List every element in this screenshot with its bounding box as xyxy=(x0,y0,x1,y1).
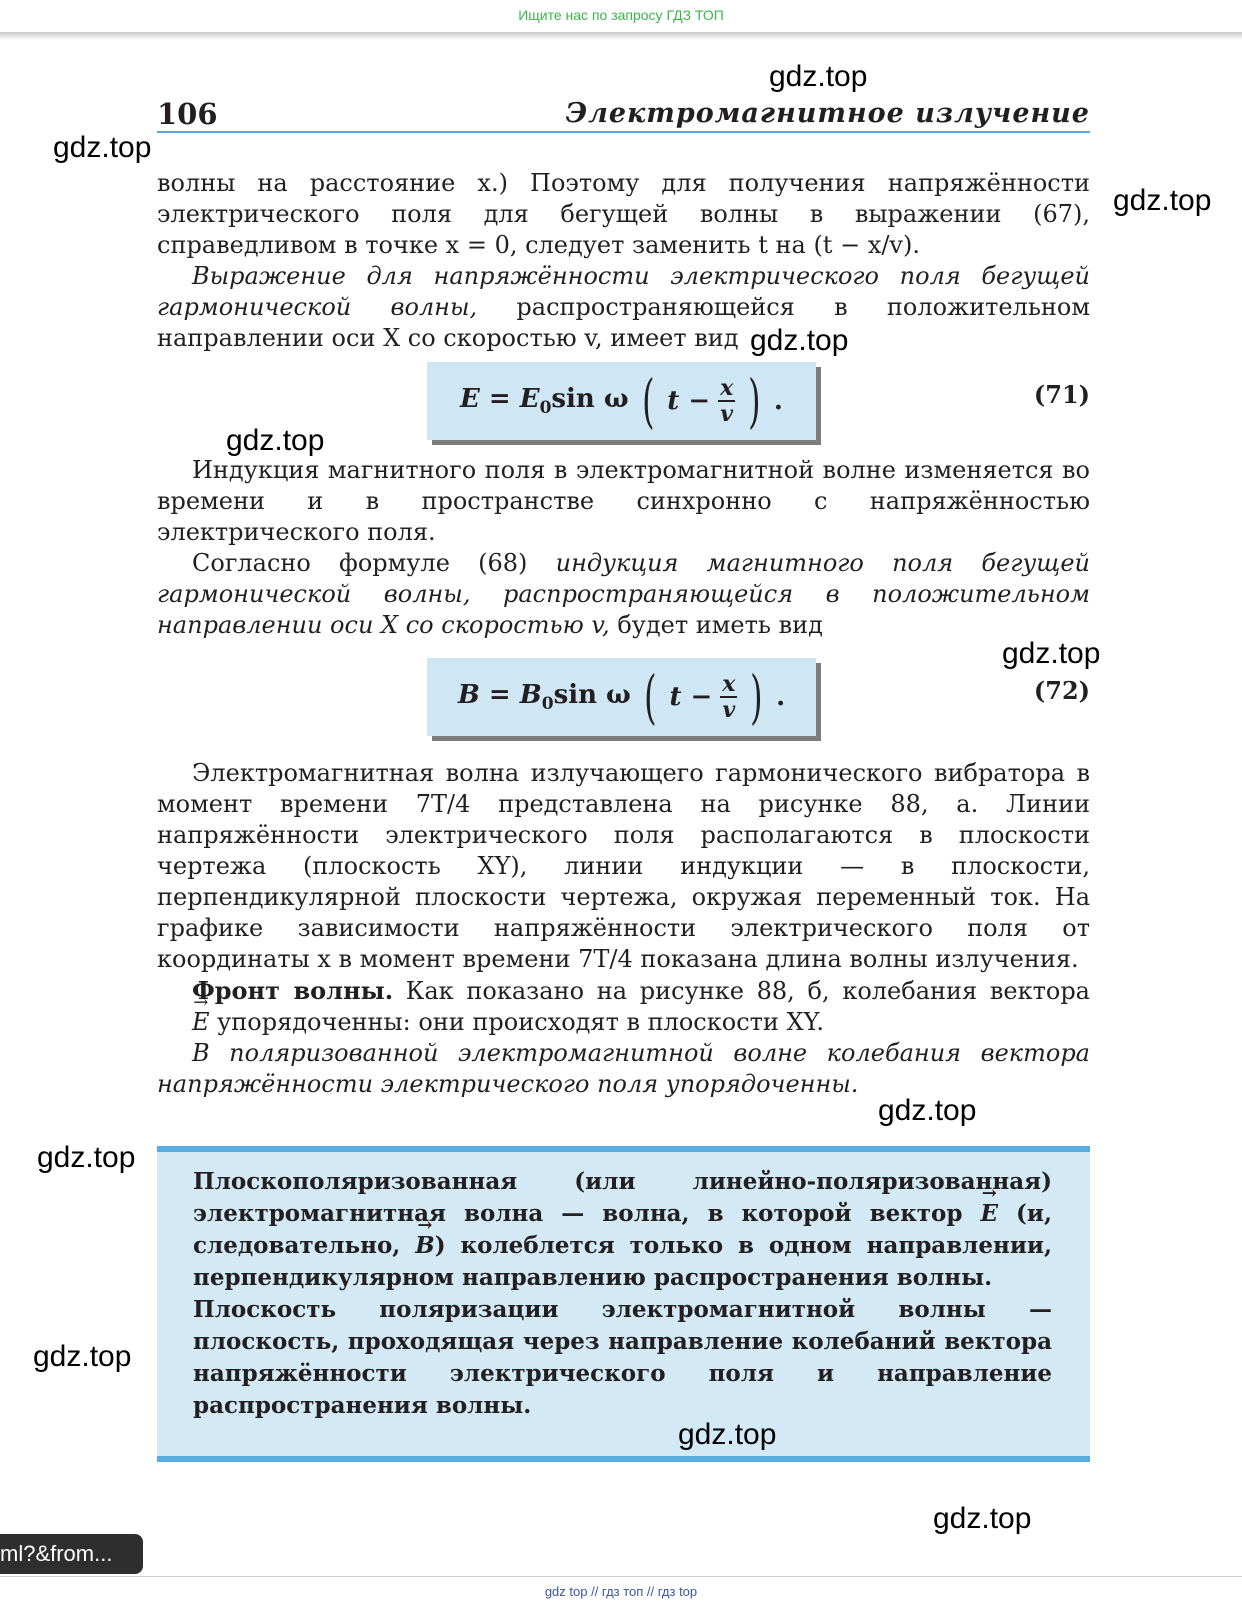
formula-72-box xyxy=(427,658,816,736)
paren-open: ( xyxy=(643,663,657,731)
formula-71-box xyxy=(427,362,816,440)
paragraph-2-rest: распространяющейся в положительном направлении оси X со скоростью v, имеет вид xyxy=(157,293,1090,352)
formula-72-time: t − xyxy=(669,682,713,712)
paragraph-5: Электромагнитная волна излучающего гармонического вибратора в момент времени 7T/4 представлена на рисунке 88, а. Линии напряжённости электрического поля располагаются в плоскости чертежа (плоскость XY), линии индукции — в плоскости, перпендикулярной плоскости чертежа, окружая переменный ток. На графике зависимости напряжённости электрического поля от координаты x в момент времени 7T/4 показана длина волны излучения. xyxy=(157,759,1090,973)
watermark: gdz.top xyxy=(1113,184,1212,217)
paren-open: ( xyxy=(641,367,655,435)
url-tab[interactable]: ml?&from... xyxy=(0,1534,143,1574)
banner-shadow xyxy=(0,32,1242,40)
watermark: gdz.top xyxy=(933,1502,1032,1535)
paren-close: ) xyxy=(750,663,763,731)
formula-72-lhs: $B = B_0\sin$ ω xyxy=(457,679,631,715)
paragraph-3: Индукция магнитного поля в электромагнитной волне изменяется во времени и в пространстве синхронно с напряжённостью электрического поля. xyxy=(157,456,1090,546)
formula-71-lhs: $E = E_0\sin$ ω xyxy=(460,383,629,419)
formula-71-fraction: $\frac{x}{v}$ xyxy=(720,375,734,427)
formula-71-time: t − xyxy=(667,386,711,416)
watermark: gdz.top xyxy=(53,131,152,164)
paragraph-4: Согласно формуле (68) индукция магнитного поля бегущей гармонической волны, распространяющейся в положительном направлении оси X со скоростью v, будет иметь вид xyxy=(157,549,1090,639)
paragraph-1-text: волны на расстояние x.) Поэтому для получения напряжённости электрического поля для бегущей волны в выражении (67), справедливом в точке x = 0, следует заменить t на (t − x/v). xyxy=(157,169,1090,259)
chapter-title: Электромагнитное излучение xyxy=(565,98,1090,129)
definition-1: Плоскополяризованная (или линейно-поляризованная) электромагнитная волна — волна, в которой вектор → E (и, следовательно, → B) колеблется только в одном направлении, перпендикулярном направлению распространения волны. xyxy=(193,1166,1052,1294)
watermark: gdz.top xyxy=(33,1340,132,1373)
footer-rule xyxy=(0,1576,1242,1577)
definition-box xyxy=(157,1146,1090,1462)
watermark: gdz.top xyxy=(750,324,849,357)
page-number: 106 xyxy=(157,97,218,131)
paragraph-3-block xyxy=(157,455,1090,641)
watermark: gdz.top xyxy=(769,60,868,93)
paragraph-2-italic: Выражение для напряжённости электрического поля бегущей гармонической волны, xyxy=(157,262,1090,321)
paragraph-1 xyxy=(157,168,1090,354)
paren-close: ) xyxy=(748,367,761,435)
definition-2: Плоскость поляризации электромагнитной волны — плоскость, проходящая через направление колебаний вектора напряжённости электрического поля и направление распространения волны. xyxy=(193,1296,1052,1419)
footer-links[interactable]: gdz top // гдз топ // гдз top xyxy=(544,1584,698,1599)
paragraph-5-block xyxy=(157,758,1090,1100)
formula-71-end: . xyxy=(773,386,783,416)
watermark: gdz.top xyxy=(878,1094,977,1127)
watermark: gdz.top xyxy=(1002,637,1101,670)
paragraph-2 xyxy=(157,261,1090,354)
equation-number-71: (71) xyxy=(1033,380,1090,409)
paragraph-6: Фронт волны. Как показано на рисунке 88, б, колебания вектора → E упорядоченны: они происходят в плоскости XY. xyxy=(157,975,1090,1038)
watermark: gdz.top xyxy=(37,1141,136,1174)
formula-72-end: . xyxy=(776,682,786,712)
search-banner[interactable]: Ищите нас по запросу ГДЗ ТОП xyxy=(0,0,1242,32)
watermark: gdz.top xyxy=(226,424,325,457)
watermark: gdz.top xyxy=(678,1418,777,1451)
equation-number-72: (72) xyxy=(1033,676,1090,705)
formula-72-fraction: $\frac{x}{v}$ xyxy=(722,671,736,723)
paragraph-7: В поляризованной электромагнитной волне колебания вектора напряжённости электрического поля упорядоченны. xyxy=(157,1039,1090,1098)
header-rule xyxy=(157,131,1090,133)
